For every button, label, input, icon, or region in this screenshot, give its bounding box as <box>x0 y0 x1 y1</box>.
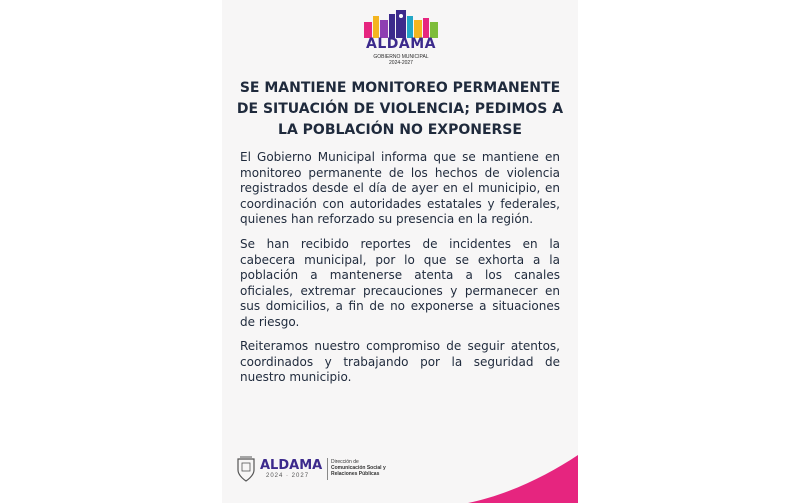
logo-years: 2024-2027 <box>389 60 413 66</box>
footer-years: 2024 · 2027 <box>266 473 310 479</box>
municipal-logo <box>358 10 444 68</box>
logo-brand-text: ALDAMA <box>366 36 436 52</box>
paragraph-2: Se han recibido reportes de incidentes en la cabecera municipal, por lo que se exhorta a la población a mantenerse atenta a los canales oficiales, extremar precauciones y permanecer en sus domicilios, a fin de no exponerse a situaciones de riesgo. <box>240 237 560 329</box>
footer-dept-name: Comunicación Social y Relaciones Públicas <box>331 465 386 477</box>
footer-logo <box>236 456 406 484</box>
statement-title: SE MANTIENE MONITOREO PERMANENTE DE SITUACIÓN DE VIOLENCIA; PEDIMOS A LA POBLACIÓN NO EXPONERSE <box>236 80 564 138</box>
footer-department <box>331 459 406 477</box>
paragraph-3: Reiteramos nuestro compromiso de seguir atentos, coordinados y trabajando por la seguridad de nuestro municipio. <box>240 339 560 384</box>
coat-of-arms-icon <box>236 456 256 482</box>
pink-corner-decoration <box>468 455 578 503</box>
paragraph-1: El Gobierno Municipal informa que se mantiene en monitoreo permanente de los hechos de violencia registrados desde el día de ayer en el municipio, en coordinación con autoridades estatales y federales, quienes han reforzado su presencia en la región. <box>240 150 560 226</box>
logo-subtitle-text: GOBIERNO MUNICIPAL <box>373 54 429 60</box>
footer-brand-text: ALDAMA <box>260 458 323 473</box>
logo-subtitle <box>358 54 444 66</box>
footer-dept-prefix: Dirección de <box>331 459 359 465</box>
footer-divider <box>327 458 328 480</box>
